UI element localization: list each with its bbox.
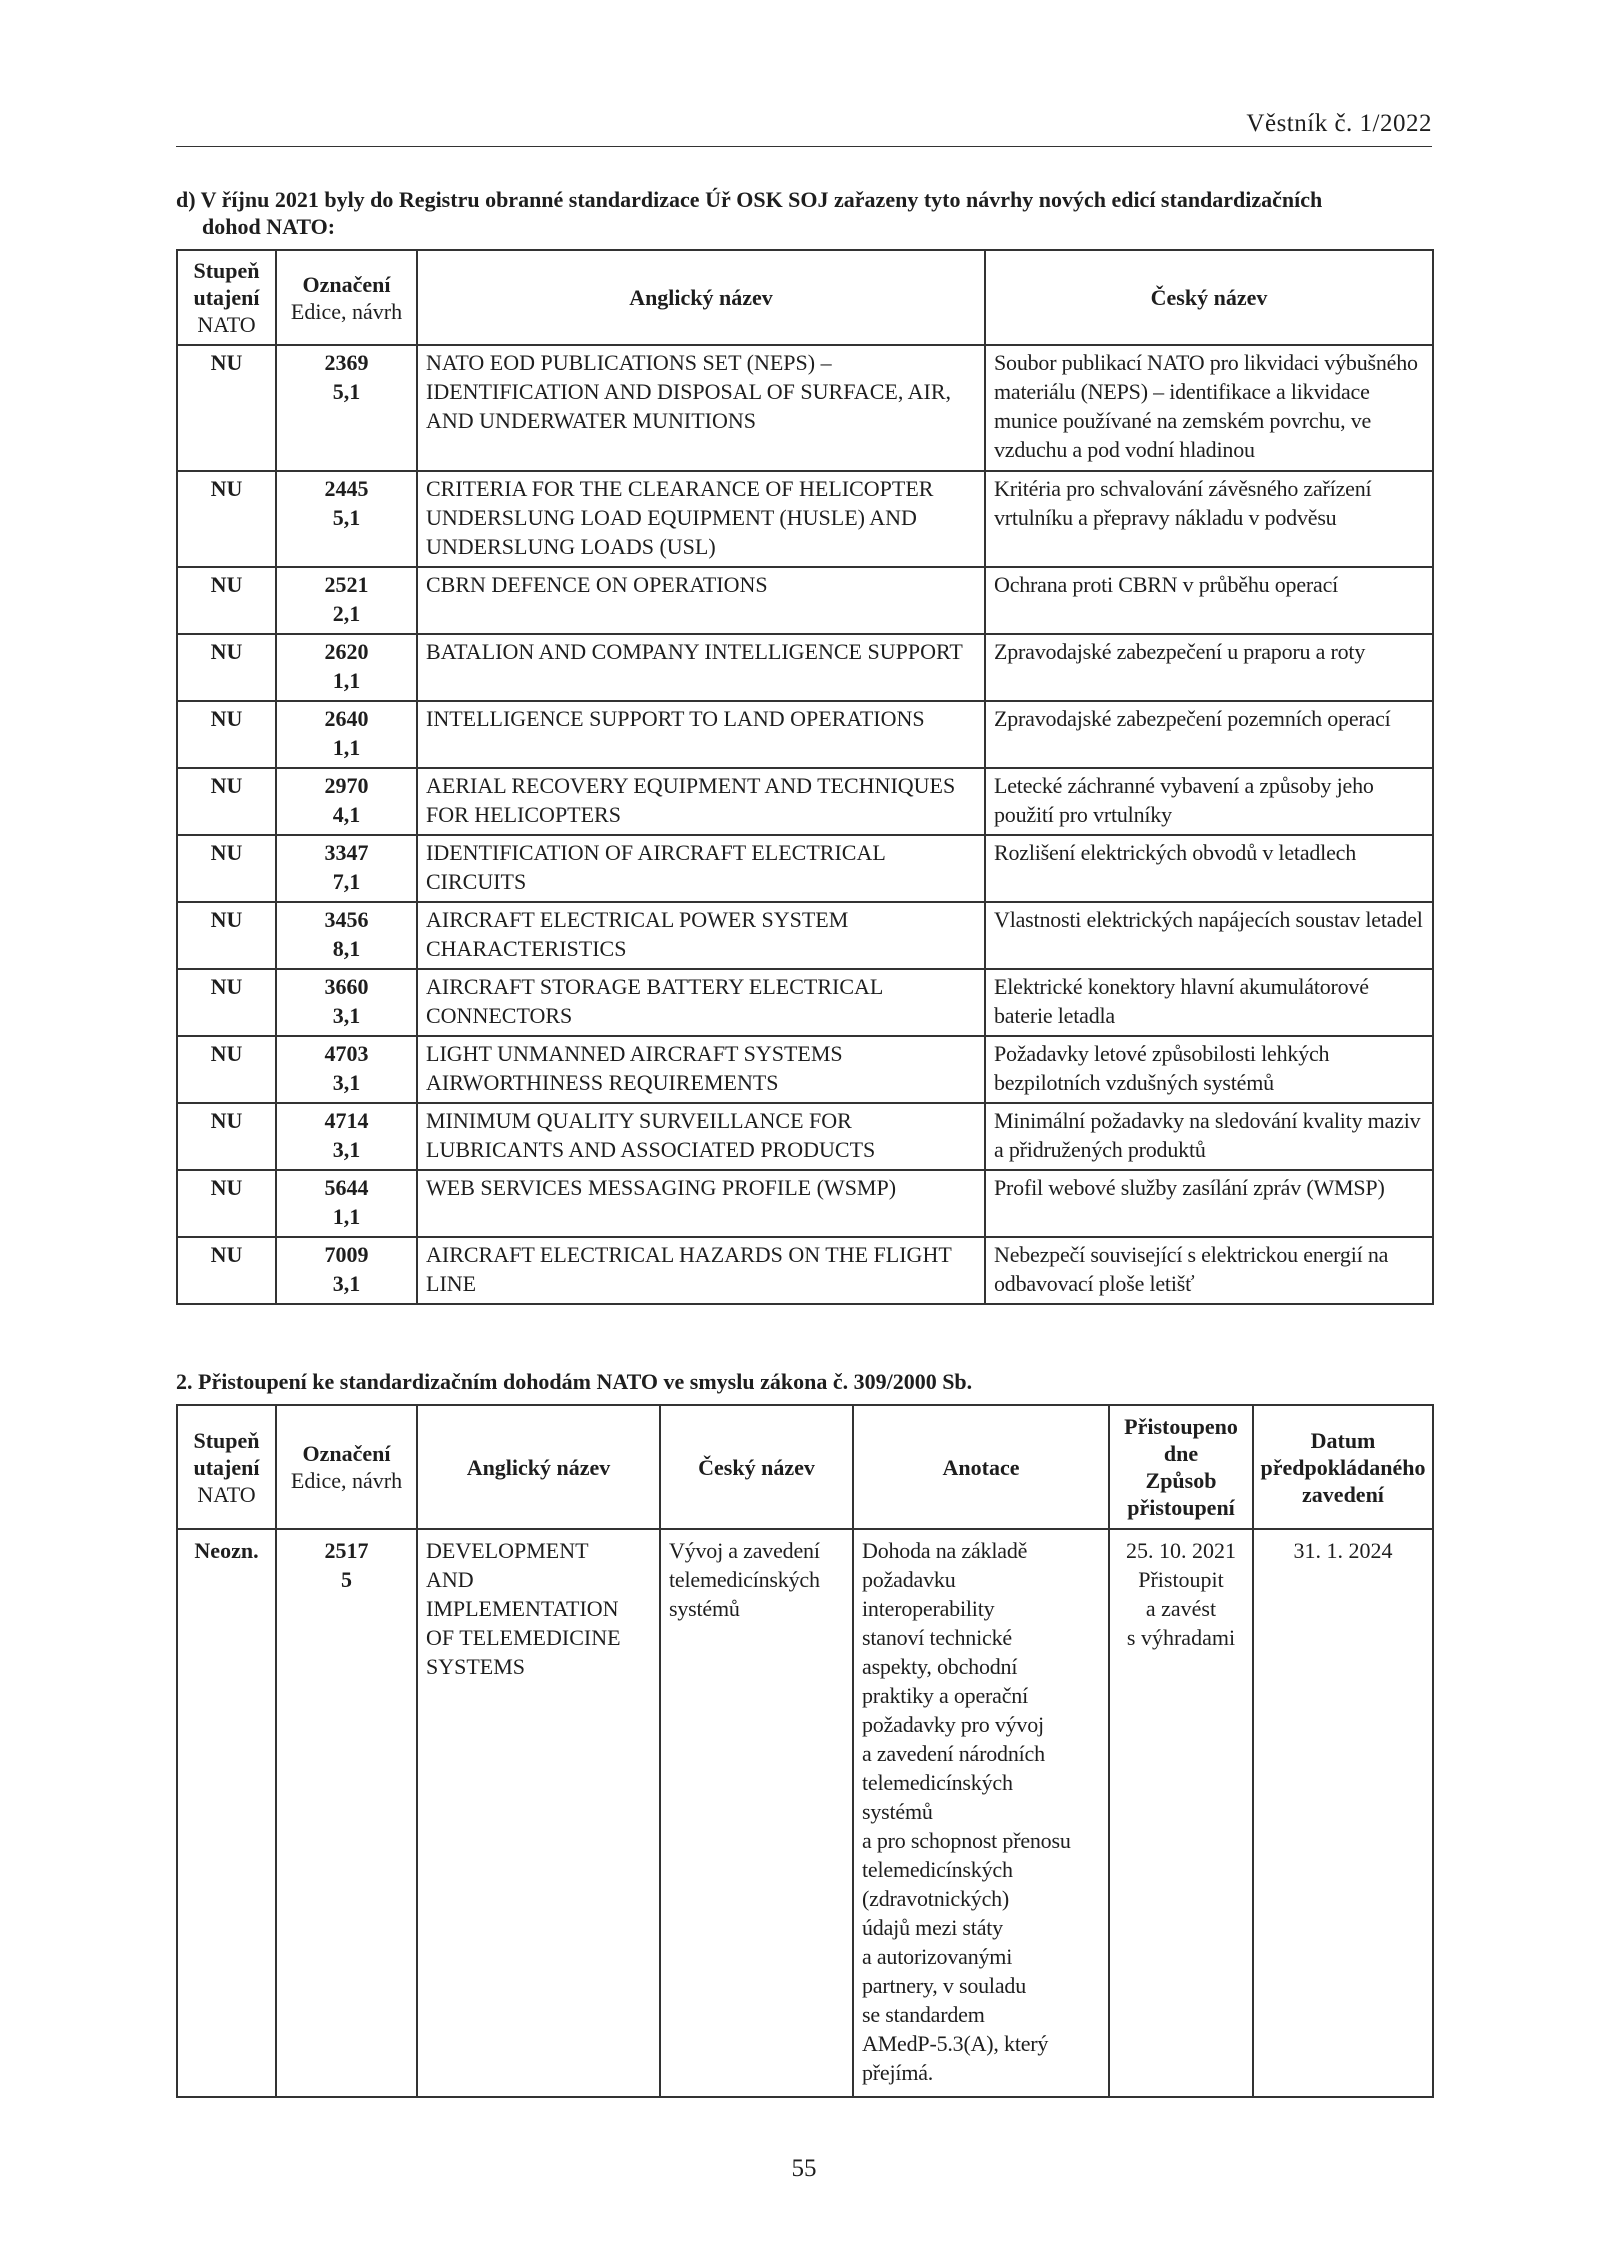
cell-line: telemedicínských: [862, 1770, 1013, 1795]
edition-number: 5,1: [332, 505, 361, 530]
classification-cell: NU: [177, 471, 276, 567]
column-header-classification: [177, 1405, 276, 1529]
page-number: 55: [791, 2155, 817, 2182]
edition-number: 1,1: [332, 668, 361, 693]
cell-line: telemedicínských: [862, 1857, 1013, 1882]
table-row: [177, 768, 1433, 835]
table-row: [177, 902, 1433, 969]
table-row: [177, 701, 1433, 768]
edition-number: 4,1: [332, 802, 361, 827]
cell-line: partnery, v souladu: [862, 1973, 1027, 1998]
classification-cell: NU: [177, 1036, 276, 1103]
english-title-cell: AIRCRAFT STORAGE BATTERY ELECTRICAL CONNECTORS: [417, 969, 985, 1036]
header-line: Způsob: [1145, 1468, 1217, 1493]
edition-number: 7,1: [332, 869, 361, 894]
accession-cell: [1109, 1529, 1253, 2097]
table-row: [177, 1103, 1433, 1170]
cell-line: s výhradami: [1126, 1625, 1236, 1650]
classification-cell: NU: [177, 634, 276, 701]
annotation-cell: [853, 1529, 1109, 2097]
edition-number: 5,1: [332, 379, 361, 404]
table-row: [177, 634, 1433, 701]
designation-cell: [276, 835, 417, 902]
czech-title-cell: Zpravodajské zabezpečení pozemních operací: [985, 701, 1433, 768]
table-row: [177, 567, 1433, 634]
cell-line: stanoví technické: [862, 1625, 1012, 1650]
column-header-accession: [1109, 1405, 1253, 1529]
header-line: Označení: [302, 1441, 391, 1466]
cell-line: IMPLEMENTATION: [426, 1596, 619, 1621]
english-title-cell: AERIAL RECOVERY EQUIPMENT AND TECHNIQUES FOR HELICOPTERS: [417, 768, 985, 835]
english-title-cell: CRITERIA FOR THE CLEARANCE OF HELICOPTER UNDERSLUNG LOAD EQUIPMENT (HUSLE) AND UNDERSLUNG LOADS (USL): [417, 471, 985, 567]
czech-title-cell: [660, 1529, 853, 2097]
edition-number: 3,1: [332, 1070, 361, 1095]
cell-line: Vývoj a zavedení: [669, 1538, 820, 1563]
header-line: zavedení: [1302, 1481, 1384, 1507]
stanag-number: 3660: [324, 974, 369, 999]
table-row: [177, 1529, 1433, 2097]
cell-line: AND: [426, 1567, 474, 1592]
cell-line: praktiky a operační: [862, 1683, 1029, 1708]
stanag-number: 2445: [324, 476, 369, 501]
stanag-number: 7009: [324, 1242, 369, 1267]
cell-line: Přistoupit: [1138, 1567, 1224, 1592]
cell-line: požadavku: [862, 1567, 956, 1592]
column-header-annotation: Anotace: [853, 1405, 1109, 1529]
english-title-cell: IDENTIFICATION OF AIRCRAFT ELECTRICAL CIRCUITS: [417, 835, 985, 902]
designation-cell: [276, 634, 417, 701]
cell-line: a zavést: [1145, 1596, 1217, 1621]
edition-number: 1,1: [332, 1204, 361, 1229]
classification-cell: NU: [177, 835, 276, 902]
stanag-number: 2369: [324, 350, 369, 375]
cell-line: AMedP-5.3(A), který: [862, 2031, 1049, 2056]
classification-cell: NU: [177, 768, 276, 835]
english-title-cell: BATALION AND COMPANY INTELLIGENCE SUPPORT: [417, 634, 985, 701]
table-row: [177, 1237, 1433, 1304]
czech-title-cell: Letecké záchranné vybavení a způsoby jeho použití pro vrtulníky: [985, 768, 1433, 835]
table-row: [177, 835, 1433, 902]
cell-line: DEVELOPMENT: [426, 1538, 589, 1563]
designation-cell: [276, 902, 417, 969]
english-title-cell: LIGHT UNMANNED AIRCRAFT SYSTEMS AIRWORTHINESS REQUIREMENTS: [417, 1036, 985, 1103]
english-title-cell: WEB SERVICES MESSAGING PROFILE (WSMP): [417, 1170, 985, 1237]
czech-title-cell: Ochrana proti CBRN v průběhu operací: [985, 567, 1433, 634]
designation-cell: [276, 701, 417, 768]
cell-line: přejímá.: [862, 2060, 934, 2085]
english-title-cell: AIRCRAFT ELECTRICAL POWER SYSTEM CHARACTERISTICS: [417, 902, 985, 969]
header-line: utajení: [193, 1454, 260, 1480]
table-header-row: [177, 250, 1433, 345]
czech-title-cell: Vlastnosti elektrických napájecích soustav letadel: [985, 902, 1433, 969]
section-d-heading: [176, 186, 1432, 240]
classification-cell: NU: [177, 902, 276, 969]
edition-number: 1,1: [332, 735, 361, 760]
stanag-number: 3456: [324, 907, 369, 932]
edition-number: 5: [341, 1567, 352, 1592]
designation-cell: [276, 567, 417, 634]
designation-cell: [276, 1103, 417, 1170]
header-divider: [176, 146, 1432, 147]
czech-title-cell: Požadavky letové způsobilosti lehkých bezpilotních vzdušných systémů: [985, 1036, 1433, 1103]
english-title-cell: INTELLIGENCE SUPPORT TO LAND OPERATIONS: [417, 701, 985, 768]
header-line: utajení: [193, 285, 260, 310]
column-header-english: Anglický název: [417, 250, 985, 345]
classification-cell: NU: [177, 567, 276, 634]
header-line: předpokládaného: [1260, 1454, 1426, 1480]
edition-number: 3,1: [332, 1137, 361, 1162]
classification-cell: Neozn.: [177, 1529, 276, 2097]
accession-table: [176, 1404, 1434, 2098]
header-line: Přistoupeno: [1124, 1414, 1238, 1439]
new-editions-table: [176, 249, 1434, 1305]
stanag-number: 4703: [324, 1041, 369, 1066]
classification-cell: NU: [177, 1237, 276, 1304]
stanag-number: 2970: [324, 773, 369, 798]
stanag-number: 4714: [324, 1108, 369, 1133]
cell-line: systémů: [669, 1596, 740, 1621]
czech-title-cell: Profil webové služby zasílání zpráv (WMSP): [985, 1170, 1433, 1237]
classification-cell: NU: [177, 1170, 276, 1237]
classification-cell: NU: [177, 1103, 276, 1170]
stanag-number: 2640: [324, 706, 369, 731]
english-title-cell: MINIMUM QUALITY SURVEILLANCE FOR LUBRICANTS AND ASSOCIATED PRODUCTS: [417, 1103, 985, 1170]
column-header-english: Anglický název: [417, 1405, 660, 1529]
edition-number: 8,1: [332, 936, 361, 961]
stanag-number: 3347: [324, 840, 369, 865]
table-row: [177, 345, 1433, 471]
designation-cell: [276, 1237, 417, 1304]
column-header-designation: [276, 1405, 417, 1529]
section-d-heading-line2: dohod NATO:: [202, 214, 336, 239]
cell-line: systémů: [862, 1799, 933, 1824]
cell-line: Dohoda na základě: [862, 1538, 1028, 1563]
column-header-designation: [276, 250, 417, 345]
table-row: [177, 471, 1433, 567]
stanag-number: 2521: [324, 572, 369, 597]
stanag-number: 2517: [324, 1538, 369, 1563]
section-d-heading-line1: d) V říjnu 2021 byly do Registru obranné standardizace Úř OSK SOJ zařazeny tyto návrhy nových edicí standardizačních: [176, 187, 1323, 212]
classification-cell: NU: [177, 701, 276, 768]
designation-cell: [276, 1036, 417, 1103]
header-line: Datum: [1310, 1427, 1376, 1453]
header-line: dne: [1163, 1441, 1199, 1466]
column-header-czech: Český název: [985, 250, 1433, 345]
header-line: NATO: [197, 312, 256, 337]
cell-line: a zavedení národních: [862, 1741, 1045, 1766]
column-header-czech: Český název: [660, 1405, 853, 1529]
stanag-number: 2620: [324, 639, 369, 664]
english-title-cell: [417, 1529, 660, 2097]
cell-line: údajů mezi státy: [862, 1915, 1003, 1940]
edition-number: 3,1: [332, 1003, 361, 1028]
table-row: [177, 1170, 1433, 1237]
cell-line: a autorizovanými: [862, 1944, 1013, 1969]
cell-line: interoperability: [862, 1596, 995, 1621]
expected-date-cell: 31. 1. 2024: [1253, 1529, 1433, 2097]
czech-title-cell: Elektrické konektory hlavní akumulátorové baterie letadla: [985, 969, 1433, 1036]
header-line: Stupeň: [193, 258, 260, 283]
journal-header: Věstník č. 1/2022: [1246, 110, 1432, 137]
cell-line: požadavky pro vývoj: [862, 1712, 1044, 1737]
stanag-number: 5644: [324, 1175, 369, 1200]
table-header-row: [177, 1405, 1433, 1529]
header-line: Edice, návrh: [290, 1468, 403, 1493]
edition-number: 2,1: [332, 601, 361, 626]
cell-line: 25. 10. 2021: [1126, 1538, 1236, 1563]
classification-cell: NU: [177, 969, 276, 1036]
header-line: Označení: [302, 271, 391, 297]
cell-line: telemedicínských: [669, 1567, 820, 1592]
header-line: NATO: [197, 1481, 256, 1507]
column-header-classification: [177, 250, 276, 345]
cell-line: a pro schopnost přenosu: [862, 1828, 1071, 1853]
table-body: [177, 345, 1433, 1304]
designation-cell: [276, 345, 417, 471]
cell-line: (zdravotnických): [862, 1886, 1010, 1911]
czech-title-cell: Minimální požadavky na sledování kvality maziv a přidružených produktů: [985, 1103, 1433, 1170]
designation-cell: [276, 1170, 417, 1237]
english-title-cell: CBRN DEFENCE ON OPERATIONS: [417, 567, 985, 634]
cell-line: se standardem: [862, 2002, 985, 2027]
designation-cell: [276, 471, 417, 567]
header-line: přistoupení: [1127, 1495, 1235, 1520]
designation-cell: [276, 1529, 417, 2097]
table-row: [177, 1036, 1433, 1103]
english-title-cell: AIRCRAFT ELECTRICAL HAZARDS ON THE FLIGHT LINE: [417, 1237, 985, 1304]
czech-title-cell: Rozlišení elektrických obvodů v letadlech: [985, 835, 1433, 902]
edition-number: 3,1: [332, 1271, 361, 1296]
czech-title-cell: Kritéria pro schvalování závěsného zařízení vrtulníku a přepravy nákladu v podvěsu: [985, 471, 1433, 567]
header-line: Edice, návrh: [290, 298, 403, 324]
cell-line: aspekty, obchodní: [862, 1654, 1018, 1679]
classification-cell: NU: [177, 345, 276, 471]
header-line: Stupeň: [193, 1427, 260, 1453]
section-2-heading: 2. Přistoupení ke standardizačním dohodám NATO ve smyslu zákona č. 309/2000 Sb.: [176, 1369, 973, 1394]
cell-line: OF TELEMEDICINE: [426, 1625, 621, 1650]
english-title-cell: NATO EOD PUBLICATIONS SET (NEPS) – IDENTIFICATION AND DISPOSAL OF SURFACE, AIR, AND UNDERWATER MUNITIONS: [417, 345, 985, 471]
czech-title-cell: Soubor publikací NATO pro likvidaci výbušného materiálu (NEPS) – identifikace a likvidace munice používané na zemském povrchu, ve vzduchu a pod vodní hladinou: [985, 345, 1433, 471]
designation-cell: [276, 768, 417, 835]
designation-cell: [276, 969, 417, 1036]
cell-line: SYSTEMS: [426, 1654, 526, 1679]
table-row: [177, 969, 1433, 1036]
column-header-date: [1253, 1405, 1433, 1529]
czech-title-cell: Zpravodajské zabezpečení u praporu a roty: [985, 634, 1433, 701]
czech-title-cell: Nebezpečí související s elektrickou energií na odbavovací ploše letišť: [985, 1237, 1433, 1304]
